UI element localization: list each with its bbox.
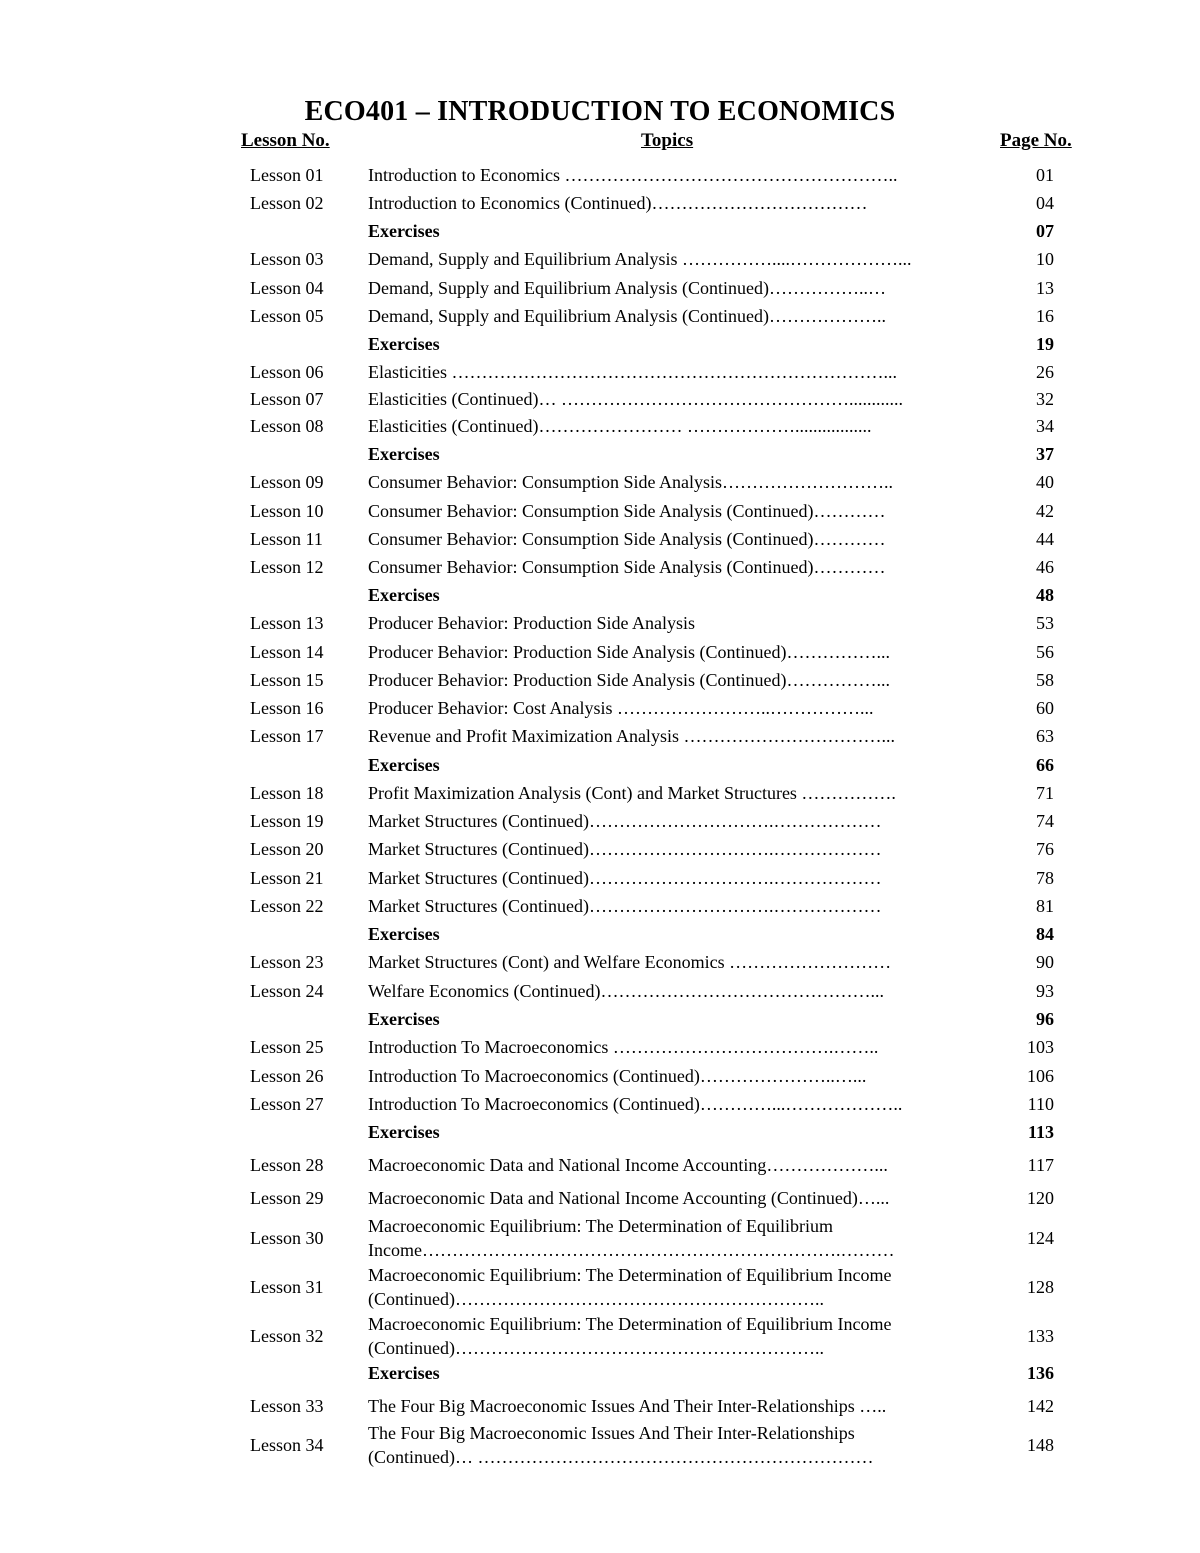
- lesson-topic: Market Structures (Continued)………………………….………………: [368, 839, 882, 859]
- exercises-label: Exercises: [368, 585, 440, 605]
- page-number: 76: [1036, 839, 1054, 859]
- lesson-topic: The Four Big Macroeconomic Issues And Their Inter-Relationships (Continued)… …………………………………………………………: [368, 1423, 874, 1467]
- lesson-number: Lesson 30: [250, 1228, 324, 1248]
- page-number: 66: [1036, 755, 1054, 775]
- lesson-topic: Consumer Behavior: Consumption Side Analysis (Continued)…………: [368, 529, 886, 549]
- page-number: 04: [1036, 193, 1054, 213]
- lesson-topic: Producer Behavior: Production Side Analysis: [368, 613, 695, 633]
- page-number: 01: [1036, 165, 1054, 185]
- lesson-number: Lesson 22: [250, 896, 324, 916]
- lesson-number: Lesson 13: [250, 613, 324, 633]
- page-number: 136: [1027, 1363, 1054, 1383]
- page-number: 90: [1036, 952, 1054, 972]
- page-number: 34: [1036, 416, 1054, 436]
- page-number: 110: [1027, 1094, 1054, 1114]
- lesson-number: Lesson 06: [250, 362, 324, 382]
- lesson-number: Lesson 08: [250, 416, 324, 436]
- lesson-topic: Producer Behavior: Production Side Analysis (Continued)……………...: [368, 670, 890, 690]
- page-number: 16: [1036, 306, 1054, 326]
- lesson-number: Lesson 04: [250, 278, 324, 298]
- lesson-topic: Producer Behavior: Production Side Analysis (Continued)……………...: [368, 642, 890, 662]
- page-number: 63: [1036, 726, 1054, 746]
- page-number: 78: [1036, 868, 1054, 888]
- page-number: 84: [1036, 924, 1054, 944]
- lesson-topic: Demand, Supply and Equilibrium Analysis (Continued)………………..: [368, 306, 886, 326]
- page-number: 40: [1036, 472, 1054, 492]
- lesson-topic: Macroeconomic Equilibrium: The Determination of Equilibrium Income (Continued)……………………………………………………..: [368, 1314, 892, 1358]
- lesson-topic: Elasticities ………………………………………………………………...: [368, 362, 897, 382]
- exercises-label: Exercises: [368, 1363, 440, 1383]
- lesson-no-header: Lesson No.: [241, 130, 330, 151]
- lesson-number: Lesson 32: [250, 1326, 324, 1346]
- page-number: 48: [1036, 585, 1054, 605]
- lesson-topic: Market Structures (Continued)………………………….………………: [368, 868, 882, 888]
- lesson-number: Lesson 16: [250, 698, 324, 718]
- lesson-number: Lesson 15: [250, 670, 324, 690]
- page-number: 32: [1036, 389, 1054, 409]
- lesson-number: Lesson 25: [250, 1037, 324, 1057]
- page-number: 44: [1036, 529, 1054, 549]
- page-number: 128: [1027, 1277, 1054, 1297]
- lesson-number: Lesson 14: [250, 642, 324, 662]
- lesson-number: Lesson 02: [250, 193, 324, 213]
- exercises-label: Exercises: [368, 755, 440, 775]
- lesson-topic: Profit Maximization Analysis (Cont) and Market Structures …………….: [368, 783, 896, 803]
- lesson-topic: Macroeconomic Data and National Income Accounting………………...: [368, 1155, 888, 1175]
- lesson-topic: Consumer Behavior: Consumption Side Analysis………………………..: [368, 472, 893, 492]
- document-title: ECO401 – INTRODUCTION TO ECONOMICS: [304, 96, 896, 127]
- lesson-topic: The Four Big Macroeconomic Issues And Their Inter-Relationships …..: [368, 1396, 887, 1416]
- lesson-number: Lesson 21: [250, 868, 324, 888]
- lesson-number: Lesson 34: [250, 1435, 324, 1455]
- lesson-topic: Introduction To Macroeconomics (Continued)…………...………………..: [368, 1094, 903, 1114]
- page-number: 26: [1036, 362, 1054, 382]
- lesson-number: Lesson 24: [250, 981, 324, 1001]
- lesson-number: Lesson 27: [250, 1094, 324, 1114]
- page-number: 120: [1027, 1188, 1054, 1208]
- page-number: 93: [1036, 981, 1054, 1001]
- lesson-number: Lesson 11: [250, 529, 323, 549]
- lesson-number: Lesson 12: [250, 557, 324, 577]
- exercises-label: Exercises: [368, 924, 440, 944]
- page-no-header: Page No.: [1000, 130, 1072, 151]
- page-number: 106: [1027, 1066, 1054, 1086]
- page-number: 81: [1036, 896, 1054, 916]
- lesson-topic: Consumer Behavior: Consumption Side Analysis (Continued)…………: [368, 501, 886, 521]
- page-number: 148: [1027, 1435, 1054, 1455]
- lesson-topic: Consumer Behavior: Consumption Side Analysis (Continued)…………: [368, 557, 886, 577]
- topics-header: Topics: [641, 130, 694, 151]
- lesson-number: Lesson 07: [250, 389, 324, 409]
- lesson-number: Lesson 10: [250, 501, 324, 521]
- page-number: 103: [1027, 1037, 1054, 1057]
- lesson-number: Lesson 03: [250, 249, 324, 269]
- lesson-number: Lesson 20: [250, 839, 324, 859]
- lesson-number: Lesson 09: [250, 472, 324, 492]
- page-number: 19: [1036, 334, 1054, 354]
- lesson-topic: Revenue and Profit Maximization Analysis ……………………………...: [368, 726, 895, 746]
- page-number: 13: [1036, 278, 1054, 298]
- lesson-number: Lesson 26: [250, 1066, 324, 1086]
- page-number: 60: [1036, 698, 1054, 718]
- lesson-topic: Introduction To Macroeconomics (Continued)…………………..…...: [368, 1066, 867, 1086]
- page-number: 56: [1036, 642, 1054, 662]
- exercises-label: Exercises: [368, 221, 440, 241]
- lesson-topic: Demand, Supply and Equilibrium Analysis (Continued)……………..…: [368, 278, 886, 298]
- lesson-number: Lesson 33: [250, 1396, 324, 1416]
- page-number: 37: [1036, 444, 1054, 464]
- page-number: 142: [1027, 1396, 1054, 1416]
- exercises-label: Exercises: [368, 1009, 440, 1029]
- page-number: 124: [1027, 1228, 1054, 1248]
- lesson-topic: Demand, Supply and Equilibrium Analysis ……………....………………...: [368, 249, 912, 269]
- lesson-number: Lesson 19: [250, 811, 324, 831]
- page-number: 42: [1036, 501, 1054, 521]
- lesson-topic: Producer Behavior: Cost Analysis ……………………..……………...: [368, 698, 874, 718]
- lesson-number: Lesson 31: [250, 1277, 324, 1297]
- lesson-topic: Elasticities (Continued)…………………… ……………….................: [368, 416, 872, 436]
- lesson-topic: Market Structures (Continued)………………………….………………: [368, 811, 882, 831]
- lesson-topic: Market Structures (Continued)………………………….………………: [368, 896, 882, 916]
- lesson-number: Lesson 01: [250, 165, 324, 185]
- page-number: 113: [1027, 1122, 1054, 1142]
- lesson-topic: Elasticities (Continued)… …………………………………………............: [368, 389, 903, 409]
- page-number: 117: [1027, 1155, 1054, 1175]
- lesson-topic: Introduction to Economics (Continued)………………………………: [368, 193, 868, 213]
- lesson-topic: Market Structures (Cont) and Welfare Economics ………………………: [368, 952, 892, 972]
- lesson-number: Lesson 28: [250, 1155, 324, 1175]
- lesson-topic: Introduction To Macroeconomics ……………………………….……..: [368, 1037, 879, 1057]
- page-number: 46: [1036, 557, 1054, 577]
- lesson-topic: Macroeconomic Equilibrium: The Determination of Equilibrium Income (Continued)……………………………………………………..: [368, 1265, 892, 1309]
- exercises-label: Exercises: [368, 334, 440, 354]
- page-number: 74: [1036, 811, 1054, 831]
- lesson-number: Lesson 18: [250, 783, 324, 803]
- lesson-number: Lesson 29: [250, 1188, 324, 1208]
- lesson-topic: Welfare Economics (Continued)………………………………………...: [368, 981, 884, 1001]
- lesson-number: Lesson 23: [250, 952, 324, 972]
- lesson-number: Lesson 05: [250, 306, 324, 326]
- page-number: 133: [1027, 1326, 1054, 1346]
- page-number: 10: [1036, 249, 1054, 269]
- exercises-label: Exercises: [368, 1122, 440, 1142]
- page-number: 07: [1036, 221, 1054, 241]
- exercises-label: Exercises: [368, 444, 440, 464]
- page-number: 96: [1036, 1009, 1054, 1029]
- lesson-topic: Introduction to Economics ………………………………………………..: [368, 165, 898, 185]
- page-number: 58: [1036, 670, 1054, 690]
- lesson-topic: Macroeconomic Data and National Income Accounting (Continued)…...: [368, 1188, 890, 1208]
- page-number: 53: [1036, 613, 1054, 633]
- lesson-topic: Macroeconomic Equilibrium: The Determination of Equilibrium Income…………………………………………………………….………: [368, 1216, 895, 1260]
- page-number: 71: [1036, 783, 1054, 803]
- lesson-number: Lesson 17: [250, 726, 324, 746]
